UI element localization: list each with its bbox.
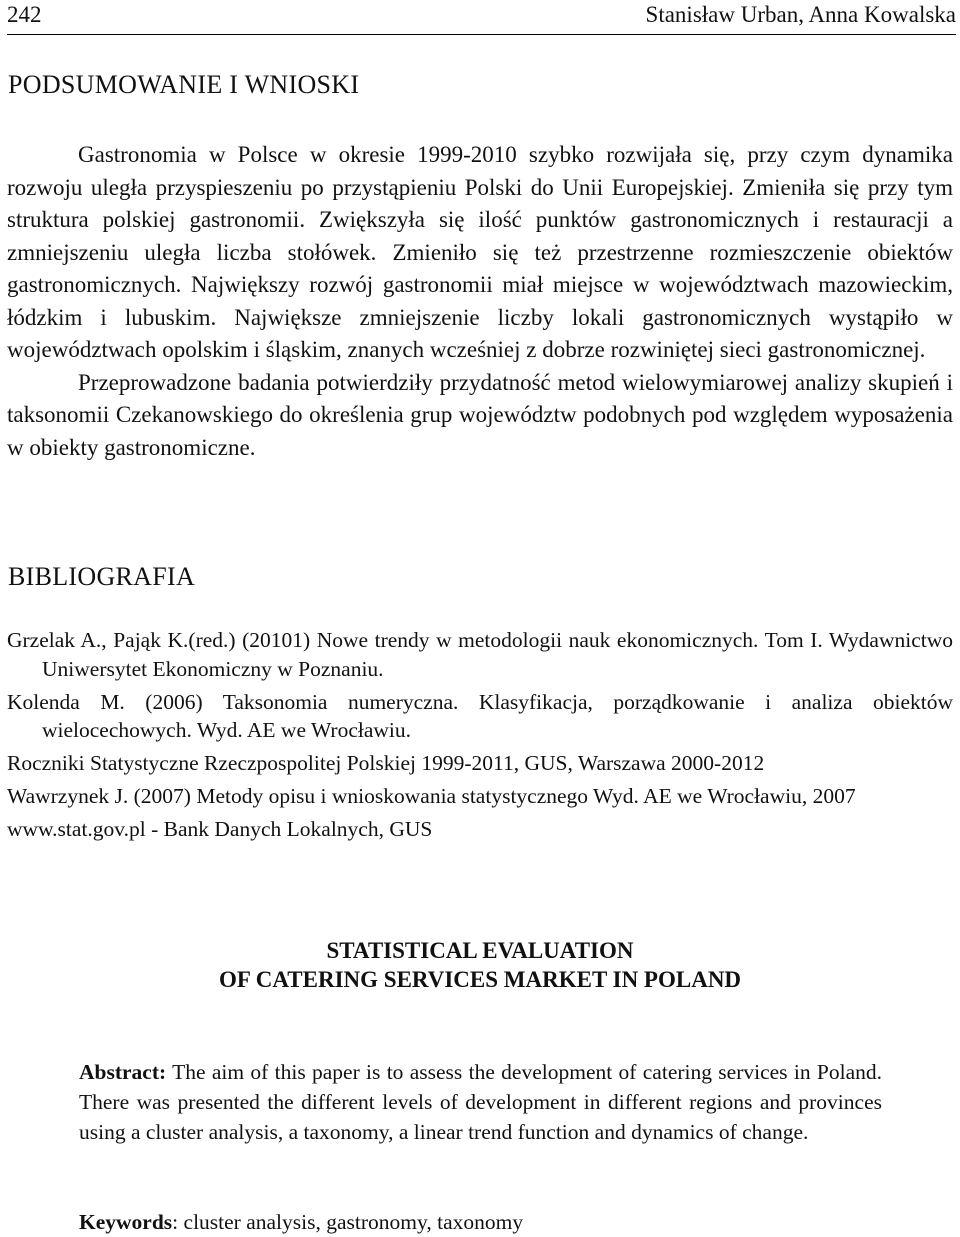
summary-heading: PODSUMOWANIE I WNIOSKI bbox=[8, 70, 360, 99]
summary-paragraph: Przeprowadzone badania potwierdziły przydatność metod wielowymiarowej analizy skupień i taksonomii Czekanowskiego do określenia grup województw podobnych pod względem wyposażenia w obiekty gastronomiczne. bbox=[7, 369, 953, 460]
bibliography-list bbox=[7, 626, 953, 848]
summary-paragraph: Gastronomia w Polsce w okresie 1999-2010 szybko rozwijała się, przy czym dynamika rozwoju uległa przyspieszeniu po przystąpieniu Polski do Unii Europejskiej. Zmieniła się przy tym struktura polskiej gastronomii. Zwiększyła się ilość punktów gastronomicznych i restauracji a zmniejszeniu uległa liczba stołówek. Zmieniło się też przestrzenne rozmieszczenie obiektów gastronomicznych. Największy rozwój gastronomii miał miejsce w województwach mazowieckim, łódzkim i lubuskim. Największe zmniejszenie liczby lokali gastronomicznych wystąpiło w województwach opolskim i śląskim, znanych wcześniej z dobrze rozwiniętej sieci gastronomicznej. bbox=[7, 142, 953, 362]
summary-body bbox=[7, 139, 953, 464]
english-title bbox=[0, 936, 960, 994]
keywords bbox=[79, 1207, 882, 1237]
english-title-line: STATISTICAL EVALUATION bbox=[326, 938, 634, 963]
running-head-authors: Stanisław Urban, Anna Kowalska bbox=[645, 2, 956, 27]
bibliography-entry: Grzelak A., Pająk K.(red.) (20101) Nowe trendy w metodologii nauk ekonomicznych. Tom I. Wydawnictwo Uniwersytet Ekonomiczny w Poznaniu. bbox=[7, 628, 953, 681]
keywords-text: : cluster analysis, gastronomy, taxonomy bbox=[172, 1210, 524, 1234]
bibliography-entry: Roczniki Statystyczne Rzeczpospolitej Polskiej 1999-2011, GUS, Warszawa 2000-2012 bbox=[7, 751, 765, 775]
keywords-label: Keywords bbox=[79, 1210, 173, 1234]
abstract-label: Abstract: bbox=[79, 1060, 167, 1084]
page-header bbox=[7, 0, 956, 35]
bibliography-entry: Kolenda M. (2006) Taksonomia numeryczna. Klasyfikacja, porządkowanie i analiza obiektów wielocechowych. Wyd. AE we Wrocławiu. bbox=[7, 689, 953, 742]
english-title-line: OF CATERING SERVICES MARKET IN POLAND bbox=[218, 967, 742, 992]
bibliography-heading: BIBLIOGRAFIA bbox=[8, 562, 196, 591]
bibliography-entry: Wawrzynek J. (2007) Metody opisu i wnioskowania statystycznego Wyd. AE we Wrocławiu, 2007 bbox=[7, 784, 856, 808]
abstract bbox=[79, 1057, 882, 1147]
bibliography-entry: www.stat.gov.pl - Bank Danych Lokalnych, GUS bbox=[7, 817, 433, 841]
abstract-text: The aim of this paper is to assess the development of catering services in Poland. There was presented the different levels of development in different regions and provinces using a cluster analysis, a taxonomy, a linear trend function and dynamics of change. bbox=[79, 1060, 882, 1144]
page-number: 242 bbox=[7, 2, 42, 27]
